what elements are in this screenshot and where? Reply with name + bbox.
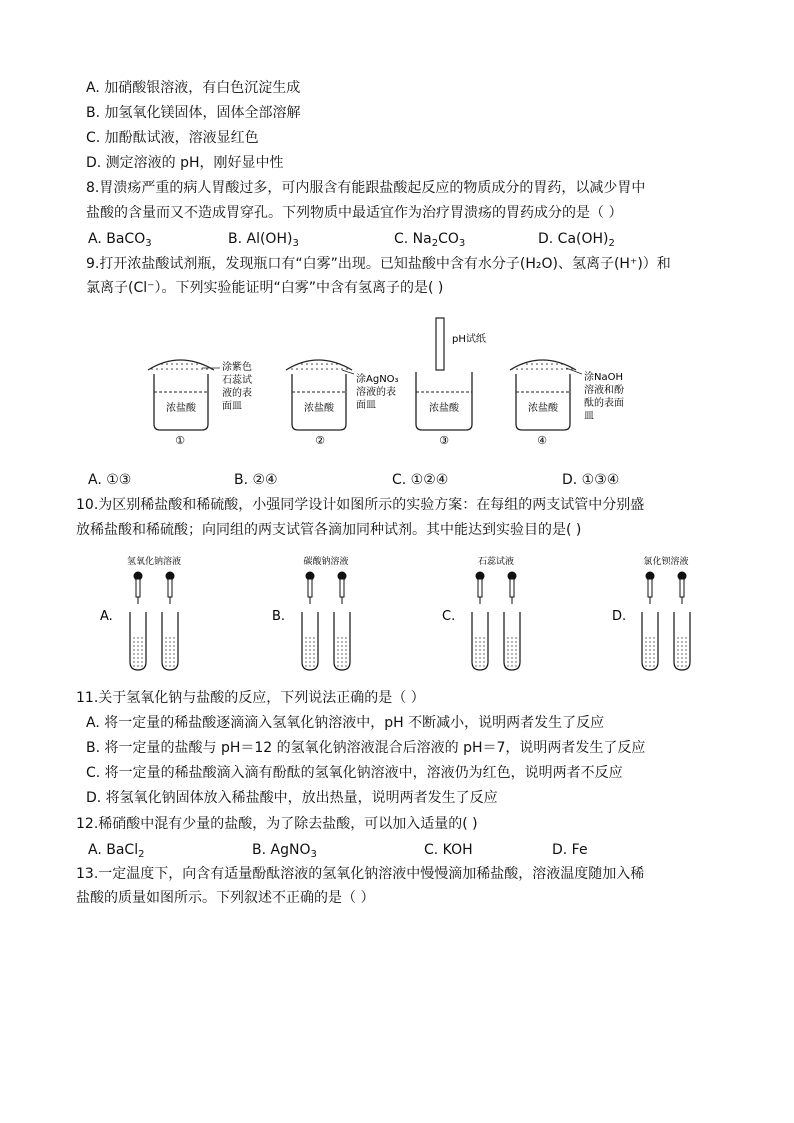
beaker-3 xyxy=(416,318,486,447)
beaker-1-label: 浓盐酸 xyxy=(166,403,196,414)
q11-option-b: B. 将一定量的盐酸与 pH＝12 的氢氧化钠溶液混合后溶液的 pH＝7，说明两者发生了反应 xyxy=(86,740,646,756)
q11-option-c: C. 将一定量的稀盐酸滴入滴有酚酞的氢氧化钠溶液中，溶液仍为红色，说明两者不反应 xyxy=(86,765,623,781)
q8-stem-line1: 8.胃溃疡严重的病人胃酸过多，可内服含有能跟盐酸起反应的物质成分的胃药，以减少胃中 xyxy=(86,180,646,196)
dish-4-label: 涂NaOH 溶液和酚酞的表面皿 xyxy=(584,372,624,422)
q8-option-c: C. $Na_2CO_3$ xyxy=(394,231,466,249)
q11-option-a: A. 将一定量的稀盐酸逐滴滴入氢氧化钠溶液中，pH 不断减小，说明两者发生了反应 xyxy=(86,715,605,731)
tube-set-d xyxy=(612,555,690,670)
q7-option-c: C. 加酚酞试液，溶液显红色 xyxy=(86,130,259,146)
q9-stem-line2: 氯离子(Cl⁻）。下列实验能证明“白雾”中含有氢离子的是( ) xyxy=(86,280,444,296)
reagent-d: 氯化钡溶液 xyxy=(643,557,689,567)
dropper-a1 xyxy=(134,572,143,605)
q8-option-b: B. $Al(OH)_3$ xyxy=(228,231,299,249)
q12-option-a: A. BaCl$_2$ xyxy=(88,842,145,860)
tube-set-c xyxy=(442,555,520,670)
beaker-2-label: 浓盐酸 xyxy=(304,403,334,414)
q8-option-d: D. $Ca(OH)_2$ xyxy=(538,231,615,249)
q10-stem-line2: 放稀盐酸和稀硫酸；向同组的两支试管各滴加同种试剂。其中能达到实验目的是( ) xyxy=(76,522,582,538)
dish-1-label: 涂紫色石蕊试液的表面皿 xyxy=(222,362,252,412)
letter-b: B. xyxy=(272,609,286,624)
q13-stem-line2: 盐酸的质量如图所示。下列叙述不正确的是（ ） xyxy=(76,890,375,906)
beaker-4-label: 浓盐酸 xyxy=(528,403,558,414)
q7-option-a: A. 加硝酸银溶液，有白色沉淀生成 xyxy=(86,80,301,96)
beaker-2 xyxy=(286,360,399,447)
q12-options xyxy=(86,840,726,860)
q9-options xyxy=(86,470,726,490)
reagent-a: 氢氧化钠溶液 xyxy=(126,557,182,567)
letter-a: A. xyxy=(100,609,113,624)
dish-2-label: 涂AgNO₃ 溶液的表面皿 xyxy=(356,374,399,411)
q10-figure xyxy=(96,552,716,676)
dropper-a2 xyxy=(166,572,175,605)
figure-number-3: ③ xyxy=(439,434,449,447)
q9-stem-line1: 9.打开浓盐酸试剂瓶，发现瓶口有“白雾”出现。已知盐酸中含有水分子(H₂O)、氢离子(H⁺)）和 xyxy=(86,256,671,272)
beaker-3-label: 浓盐酸 xyxy=(429,403,459,414)
q9-figure xyxy=(140,312,660,452)
q10-stem-line1: 10.为区别稀盐酸和稀硫酸，小强同学设计如图所示的实验方案：在每组的两支试管中分别盛 xyxy=(76,497,645,513)
tube-set-a xyxy=(100,555,181,670)
q9-option-a: A. ①③ xyxy=(88,472,132,488)
figure-number-2: ② xyxy=(315,434,325,447)
beaker-4 xyxy=(510,360,624,447)
figure-number-4: ④ xyxy=(537,434,547,447)
q7-option-d: D. 测定溶液的 pH，刚好显中性 xyxy=(86,155,284,171)
ph-paper xyxy=(436,318,444,370)
reagent-b: 碳酸钠溶液 xyxy=(303,557,349,567)
q12-option-d: D. Fe xyxy=(552,842,588,858)
q11-stem: 11.关于氢氧化钠与盐酸的反应，下列说法正确的是（ ） xyxy=(76,690,425,706)
q8-stem-line2: 盐酸的含量而又不造成胃穿孔。下列物质中最适宜作为治疗胃溃疡的胃药成分的是（ ） xyxy=(86,205,623,221)
q8-option-a: A. BaCO$_3$ xyxy=(88,231,152,249)
q11-option-d: D. 将氢氧化钠固体放入稀盐酸中，放出热量，说明两者发生了反应 xyxy=(86,790,498,806)
letter-c: C. xyxy=(442,609,456,624)
q9-option-d: D. ①③④ xyxy=(562,472,620,488)
q8-options xyxy=(86,229,726,249)
q12-option-b: B. AgNO$_3$ xyxy=(252,842,317,860)
q12-stem: 12.稀硝酸中混有少量的盐酸，为了除去盐酸，可以加入适量的( ) xyxy=(76,816,478,832)
q7-option-b: B. 加氢氧化镁固体，固体全部溶解 xyxy=(86,105,301,121)
ph-paper-label: pH试纸 xyxy=(452,334,486,345)
q9-option-c: C. ①②④ xyxy=(392,472,449,488)
q13-stem-line1: 13.一定温度下，向含有适量酚酞溶液的氢氧化钠溶液中慢慢滴加稀盐酸，溶液温度随加入稀 xyxy=(76,866,645,882)
letter-d: D. xyxy=(612,609,627,624)
figure-number-1: ① xyxy=(175,434,185,447)
q12-option-c: C. KOH xyxy=(424,842,473,858)
beaker-1 xyxy=(148,360,252,447)
tube-set-b xyxy=(272,555,350,670)
q9-option-b: B. ②④ xyxy=(234,472,278,488)
reagent-c: 石蕊试液 xyxy=(477,557,515,567)
